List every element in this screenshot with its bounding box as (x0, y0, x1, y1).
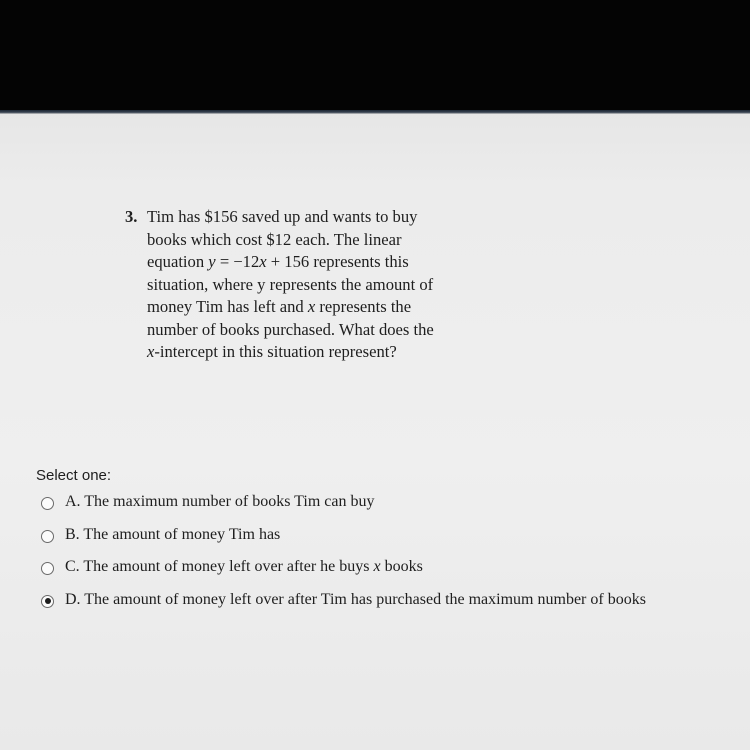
option-b-label: B. The amount of money Tim has (65, 525, 281, 543)
question-line-3: equation y = −12x + 156 represents this (147, 252, 409, 271)
option-c-label: C. The amount of money left over after he buys x books (65, 558, 423, 575)
question-line-7: x-intercept in this situation represent? (147, 342, 397, 361)
radio-icon[interactable] (41, 530, 54, 543)
question-line-2: books which cost $12 each. The linear (147, 229, 402, 249)
variable-x-intercept: x (147, 342, 155, 361)
question-line-5: money Tim has left and x represents the (147, 297, 412, 316)
option-d[interactable] (40, 591, 740, 624)
option-a[interactable] (40, 493, 740, 526)
variable-x: x (307, 297, 316, 316)
answer-options (40, 493, 740, 623)
select-one-label: Select one: (36, 467, 112, 484)
equation-rest: + 156 represents this (266, 252, 409, 271)
radio-icon[interactable] (41, 562, 54, 575)
question-line-1: 3. Tim has $156 saved up and wants to buy (125, 206, 495, 229)
question-line-6: number of books purchased. What does the (147, 319, 434, 339)
quiz-screen (0, 110, 750, 750)
question-number: 3. (125, 207, 138, 226)
radio-icon[interactable] (41, 497, 54, 510)
question-text (125, 206, 495, 364)
equation-y: y (208, 252, 216, 271)
option-d-label: D. The amount of money left over after Tim has purchased the maximum number of books (65, 590, 646, 608)
option-c-variable: x (373, 558, 381, 575)
question-line-4: situation, where y represents the amount of (147, 274, 434, 294)
screen-top-edge (0, 110, 750, 114)
equation-coefficient: = −12 (215, 252, 260, 271)
option-c[interactable] (40, 558, 740, 591)
monitor-bezel (0, 0, 750, 110)
radio-selected-icon[interactable] (41, 595, 54, 608)
equation-x: x (259, 252, 267, 271)
option-a-label: A. The maximum number of books Tim can buy (65, 493, 375, 510)
option-b[interactable] (40, 526, 740, 559)
